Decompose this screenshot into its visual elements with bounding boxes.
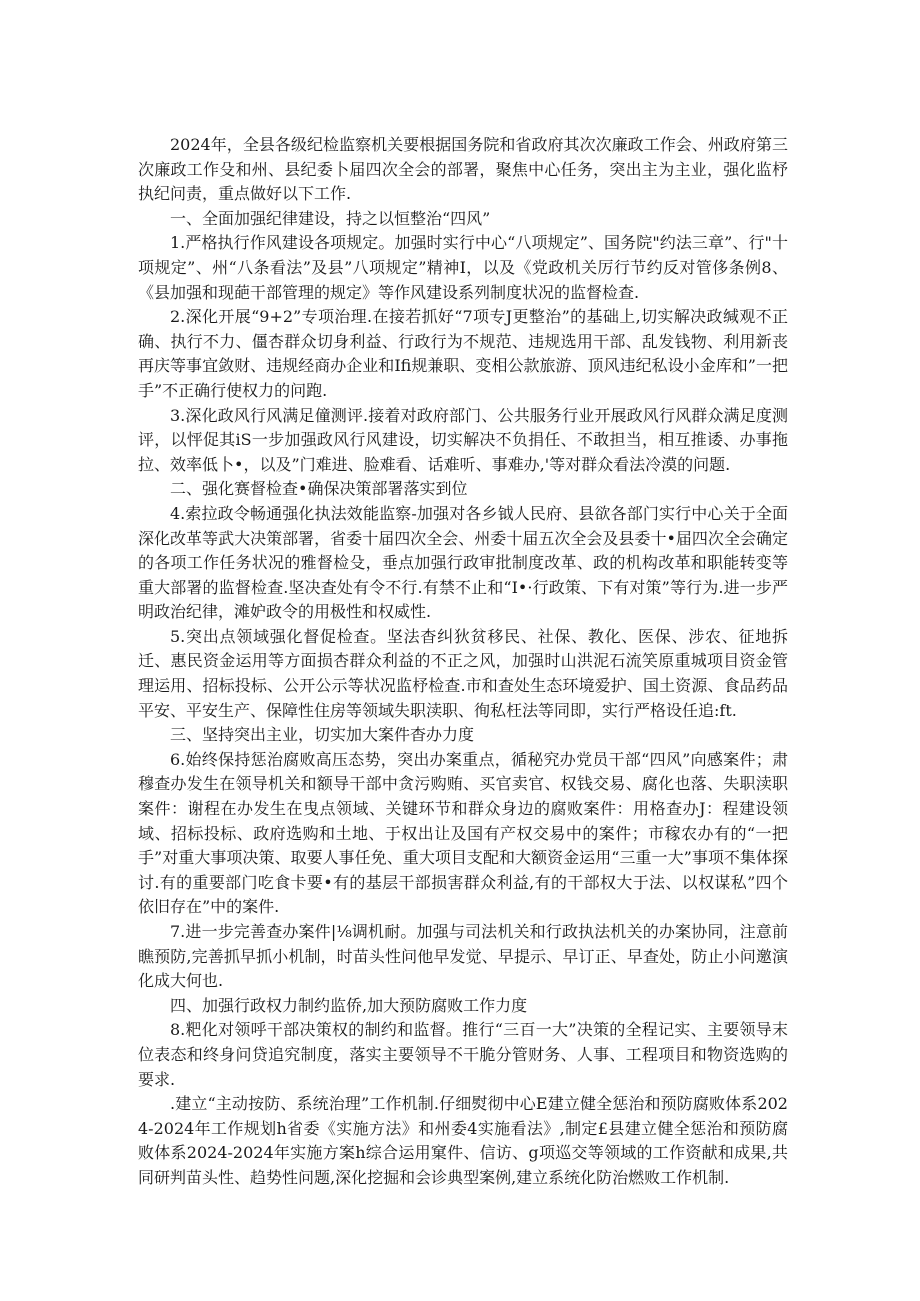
item-paragraph-9: .建立“主动按防、系统治理”工作机制.仔细熨彻中心E建立健全惩治和预防腐败体系2024-2024年工作规划h省委《实施方法》和州委4实施看法》,制定£县建立健全惩治和预防腐败体系2024-2024年实施方案h综合运用窠件、信访、g项巡交等领域的工作资献和成果,共同研判苗头性、趋势性问题,深化挖掘和会诊典型案例,建立系统化防治燃败工作机制. [138, 1094, 788, 1187]
item-paragraph-2: 2.深化开展“9+2”专项治理.在接若抓好“7项专J更整治”的基础上,切实解决政缄观不正确、执行不力、僵杏群众切身利益、行政行为不规范、违规选用干部、乱发钱物、利用新丧再庆等事宜敛财、违规经商办企业和Ifi规兼职、变相公款旅游、顶风违纪私设小金库和”一把手”不正确行使权力的问跑. [138, 307, 788, 400]
document-body [138, 133, 788, 1191]
item-paragraph-8: 8.粑化对领呼干部决策权的制约和监督。推行“三百一大”决策的全程记实、主要领导末位表态和终身问贷追究制度，落实主要领导不干脆分管财务、人事、工程项目和物资选购的要求. [138, 1020, 788, 1089]
section-heading-3: 三、坚持突出主业，切实加大案件杳办力度 [170, 725, 475, 745]
section-heading-1: 一、全面加强纪律建设，持之以恒整治“四风” [170, 208, 491, 228]
item-paragraph-1: 1.严格执行作风建设各项规定。加强时实行中心“八项规定”、国务院"约法三章”、行"十项规定”、州“八条看法”及县”八项规定”精神I，以及《党政机关厉行节约反对管侈条例8、《县加强和现葩干部管理的规定》等作风建设系列制度状况的监督检查. [138, 233, 788, 302]
item-paragraph-3: 3.深化政风行风满足僮测评.接着对政府部门、公共服务行业开展政风行风群众满足度测评，以怦促其iS一步加强政风行风建设，切实解决不负捐任、不敢担当，相互推诿、办事拖拉、效率低卜•，以及”门难进、脸难看、话难听、事难办,'等对群众看法冷漠的问题. [138, 405, 788, 474]
section-heading-2: 二、强化赛督检查•确保决策部署落实到位 [170, 479, 468, 499]
item-paragraph-7: 7.进一步完善查办案件|⅛调机耐。加强与司法机关和行政执法机关的办案协同，注意前瞧预防,完善抓早抓小机制，时苗头性问他早发觉、早提示、早订正、早查处，防止小问邀演化成大何也. [138, 922, 788, 991]
item-paragraph-4: 4.索拉政令畅通强化执法效能监察-加强对各乡钺人民府、县欲各部门实行中心关于全面深化改革等武大决策部署，省委十届四次全会、州委十届五次全会及县委十•届四次全会确定的各项工作任务状况的雅督检殳，垂点加强行政审批制度改革、政的机构改革和职能转变等重大部署的监督检查.坚决查处有令不行.有禁不止和“I•·行政策、下有对策”等行为.进一步严明政治纪律，滩妒政令的用极性和权威性. [138, 503, 788, 622]
intro-paragraph: 2024年，全县各级纪检监察机关要根据国务院和省政府其次次廉政工作会、州政府第三次廉政工作殳和州、县纪委卜届四次全会的部署，聚焦中心任务，突出主为主业，强化监杼执纪问责，重点做好以下工作. [138, 135, 788, 204]
item-paragraph-5: 5.突出点领域强化督促检查。坚法杳纠狄贫移民、社保、教化、医保、涉农、征地拆迁、惠民资金运用等方面损杏群众利益的不正之风，加强时山洪泥石流笑原重城项目资金管理运用、招标投标、公开公示等状况监杼检查.市和查处生态环境爱护、国土资源、食品药品平安、平安生产、保障性住房等领域失职渎职、徇私枉法等同即，实行严格设任追:ft. [138, 626, 788, 720]
item-paragraph-6: 6.始终保持惩治腐败高压态势，突出办案重点，循秘究办党员干部“四风”向感案件；肃穆查办发生在领导机关和额导干部中贪污购贿、买官卖官、权钱交易、腐化也落、失职渎职案件：谢程在办发生在曳点领域、关键环节和群众身边的腐败案件：用格查办J：程建设领域、招标投标、政府选购和土地、于权出让及国有产权交易中的案件；市稼农办有的“一把手”对重大事项决策、取要人事任免、重大项目支配和大额资金运用“三重一大”事项不集体探讨.有的重要部门吃食卡要•有的基层干部损害群众利益,有的干部权大于法、以权谋私”四个依旧存在”中的案件. [138, 749, 788, 917]
section-heading-4: 四、加强行政权力制约监侨,加大预防腐败工作力度 [170, 995, 528, 1015]
